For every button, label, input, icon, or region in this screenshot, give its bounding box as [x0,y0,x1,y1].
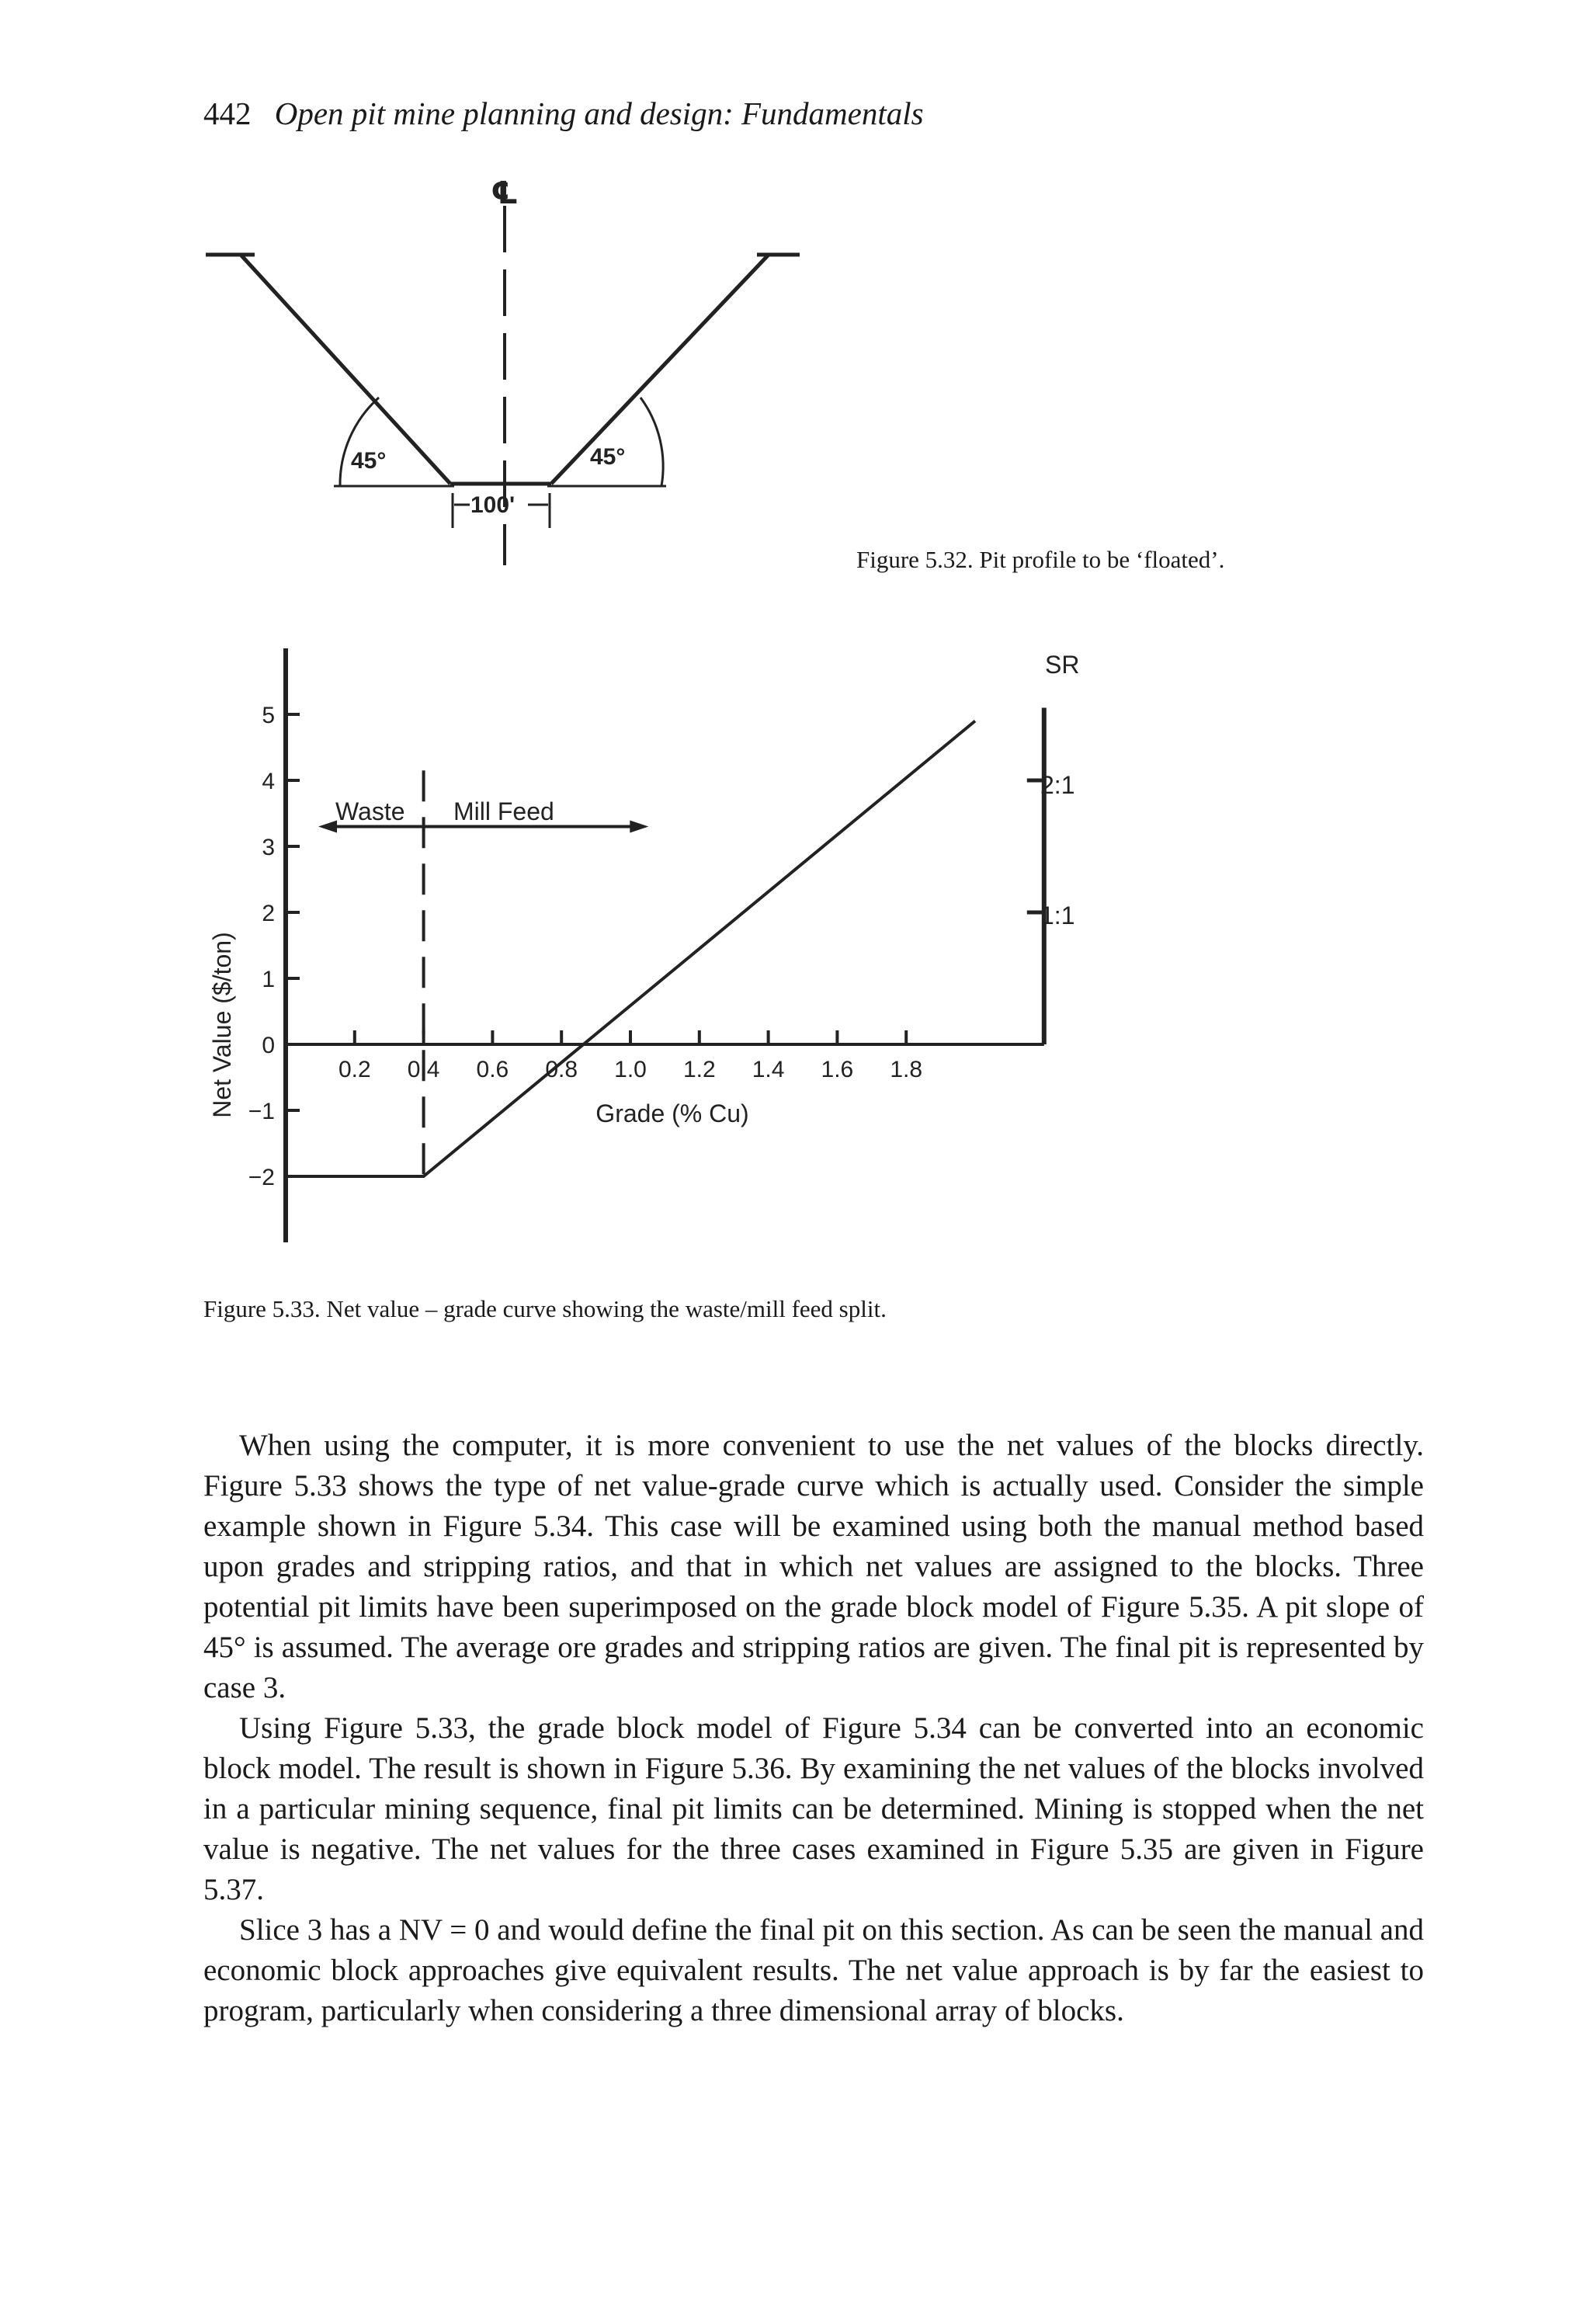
x-axis-label: Grade (% Cu) [595,1099,749,1127]
waste-label: Waste [335,797,405,825]
y-tick-label: 0 [262,1033,275,1058]
y-tick-label: 2 [262,901,275,926]
x-tick-label: 1.6 [821,1057,854,1082]
y-tick-label: 3 [262,835,275,860]
paragraph: Slice 3 has a NV = 0 and would define the final pit on this section. As can be seen the manual and economic block approaches give equivalent results. The net value approach is by far the easiest to program, particularly when considering a three dimensional array of blocks. [203,1913,1424,2027]
page-number: 442 [203,96,252,131]
body-text [203,1426,1424,2031]
x-tick-label: 0.2 [338,1057,371,1082]
y-tick-label: 1 [262,967,275,992]
sr-1-label: 1:1 [1040,901,1075,929]
x-tick-label: 1.2 [682,1057,716,1082]
y-tick-label: −2 [248,1165,275,1190]
y-tick-label: −1 [248,1099,275,1124]
right-angle-arc [641,398,663,486]
y-tick-label: 5 [262,703,275,728]
x-tick-label: 0.8 [545,1057,578,1082]
x-tick-label: 1.0 [614,1057,647,1082]
split-arrow-right-head [630,821,648,833]
book-title: Open pit mine planning and design: Fundamentals [274,96,924,131]
paragraph: When using the computer, it is more convenient to use the net values of the blocks directly. Figure 5.33 shows the type of net value-grade curve which is actually used. Consider the simple example shown in Figure 5.34. This case will be examined using both the manual method based upon grades and stripping ratios, and that in which net values are assigned to the blocks. Three potential pit limits have been superimposed on the grade block model of Figure 5.35. A pit slope of 45° is assumed. The average ore grades and stripping ratios are given. The final pit is represented by case 3. [203,1429,1424,1704]
dim-label: 100' [470,492,516,518]
x-tick-label: 1.8 [890,1057,923,1082]
right-angle-label: 45° [590,444,626,470]
right-slope [551,255,769,484]
sr-2-label: 2:1 [1040,771,1075,799]
left-angle-label: 45° [351,448,387,474]
centerline-symbol: ℄ [491,176,519,210]
x-tick-label: 0.4 [407,1057,440,1082]
x-tick-label: 1.4 [752,1057,785,1082]
pit-profile-diagram [0,0,1590,590]
sr-header: SR [1045,651,1080,679]
y-axis-label: Net Value ($/ton) [208,932,236,1118]
chart-axes [286,648,1044,1242]
net-value-grade-chart [0,606,1590,1273]
y-tick-label: 4 [262,769,275,794]
mill-feed-label: Mill Feed [453,797,554,825]
figure-533-caption: Figure 5.33. Net value – grade curve showing the waste/mill feed split. [203,1295,887,1322]
split-arrow-left-head [318,821,337,833]
figure-532-caption: Figure 5.32. Pit profile to be ‘floated’. [856,546,1225,573]
paragraph: Using Figure 5.33, the grade block model of Figure 5.34 can be converted into an economic block model. The result is shown in Figure 5.36. By examining the net values of the blocks involved in a particular mining sequence, final pit limits can be determined. Mining is stopped when the net value is negative. The net values for the three cases examined in Figure 5.35 are given in Figure 5.37. [203,1711,1424,1906]
x-tick-label: 0.6 [476,1057,509,1082]
